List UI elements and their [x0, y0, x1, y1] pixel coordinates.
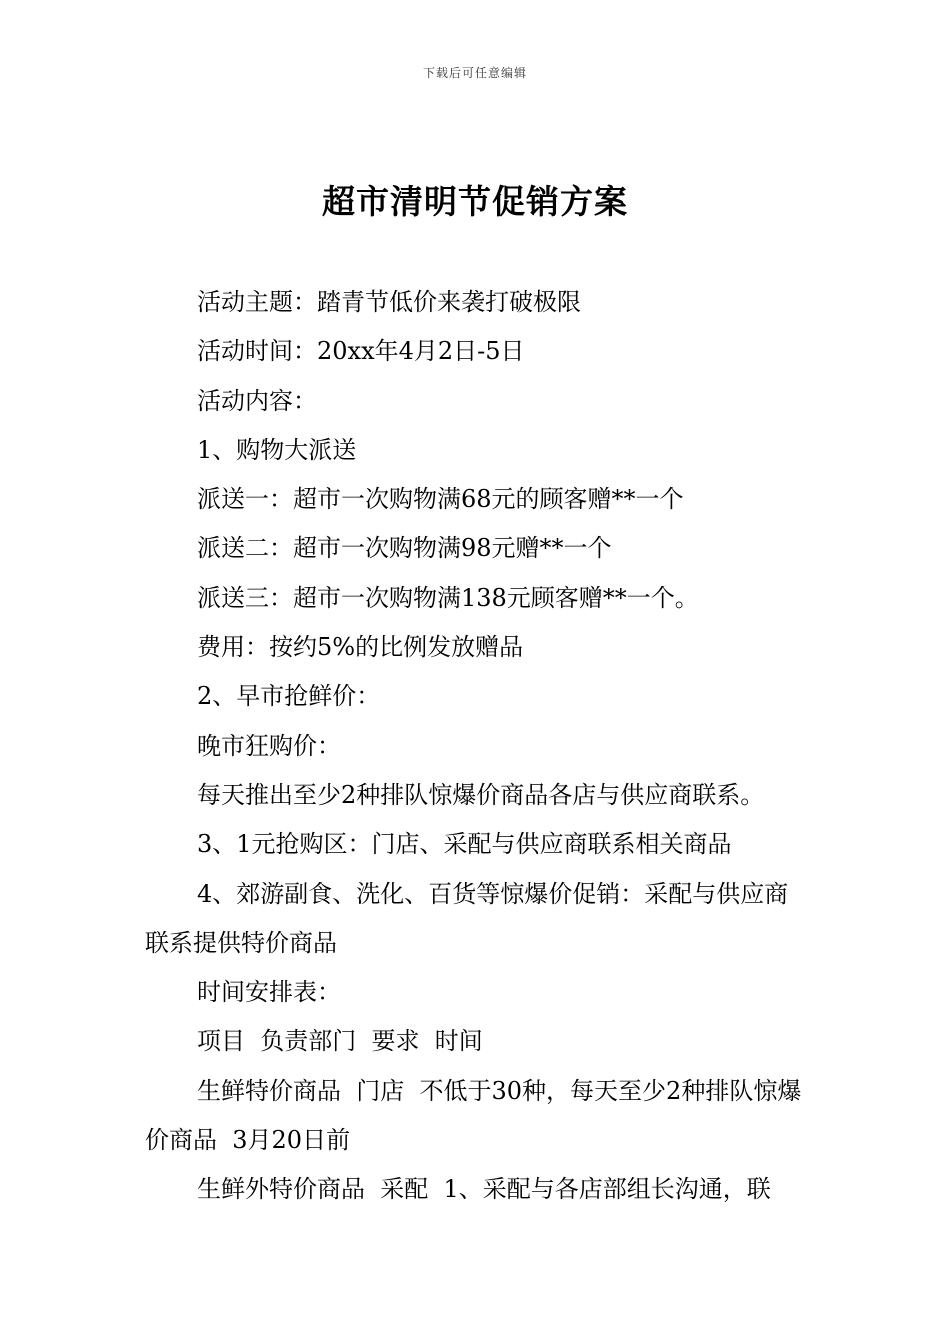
paragraph-gift-3: 派送三：超市一次购物满138元顾客赠**一个。 — [197, 583, 699, 612]
paragraph-theme: 活动主题：踏青节低价来袭打破极限 — [197, 288, 581, 316]
paragraph-item-4: 4、郊游副食、洗化、百货等惊爆价促销：采配与供应商联系提供特价商品 — [145, 879, 789, 957]
paragraph-row-non-fresh: 生鲜外特价商品 采配 1、采配与各店部组长沟通，联 — [197, 1175, 771, 1204]
paragraph-table-header: 项目 负责部门 要求 时间 — [197, 1027, 483, 1056]
paragraph-cost: 费用：按约5%的比例发放赠品 — [197, 633, 524, 662]
paragraph-row-fresh: 生鲜特价商品 门店 不低于30种，每天至少2种排队惊爆价商品 3月20日前 — [145, 1076, 802, 1155]
paragraph-gift-2: 派送二：超市一次购物满98元赠**一个 — [197, 534, 612, 563]
paragraph-item-1: 1、购物大派送 — [197, 435, 357, 464]
paragraph-evening: 晚市狂购价： — [197, 731, 341, 760]
paragraph-schedule-heading: 时间安排表： — [197, 978, 341, 1007]
paragraph-item-2: 2、早市抢鲜价： — [197, 682, 381, 711]
header-note: 下载后可任意编辑 — [422, 66, 527, 80]
document-body — [145, 278, 810, 1215]
paragraph-item-3: 3、1元抢购区：门店、采配与供应商联系相关商品 — [197, 830, 732, 859]
document-title: 超市清明节促销方案 — [322, 182, 628, 221]
paragraph-daily: 每天推出至少2种排队惊爆价商品各店与供应商联系。 — [197, 780, 765, 809]
paragraph-gift-1: 派送一：超市一次购物满68元的顾客赠**一个 — [197, 485, 684, 514]
paragraph-time: 活动时间：20xx年4月2日-5日 — [197, 337, 525, 366]
paragraph-content-heading: 活动内容： — [197, 386, 317, 415]
